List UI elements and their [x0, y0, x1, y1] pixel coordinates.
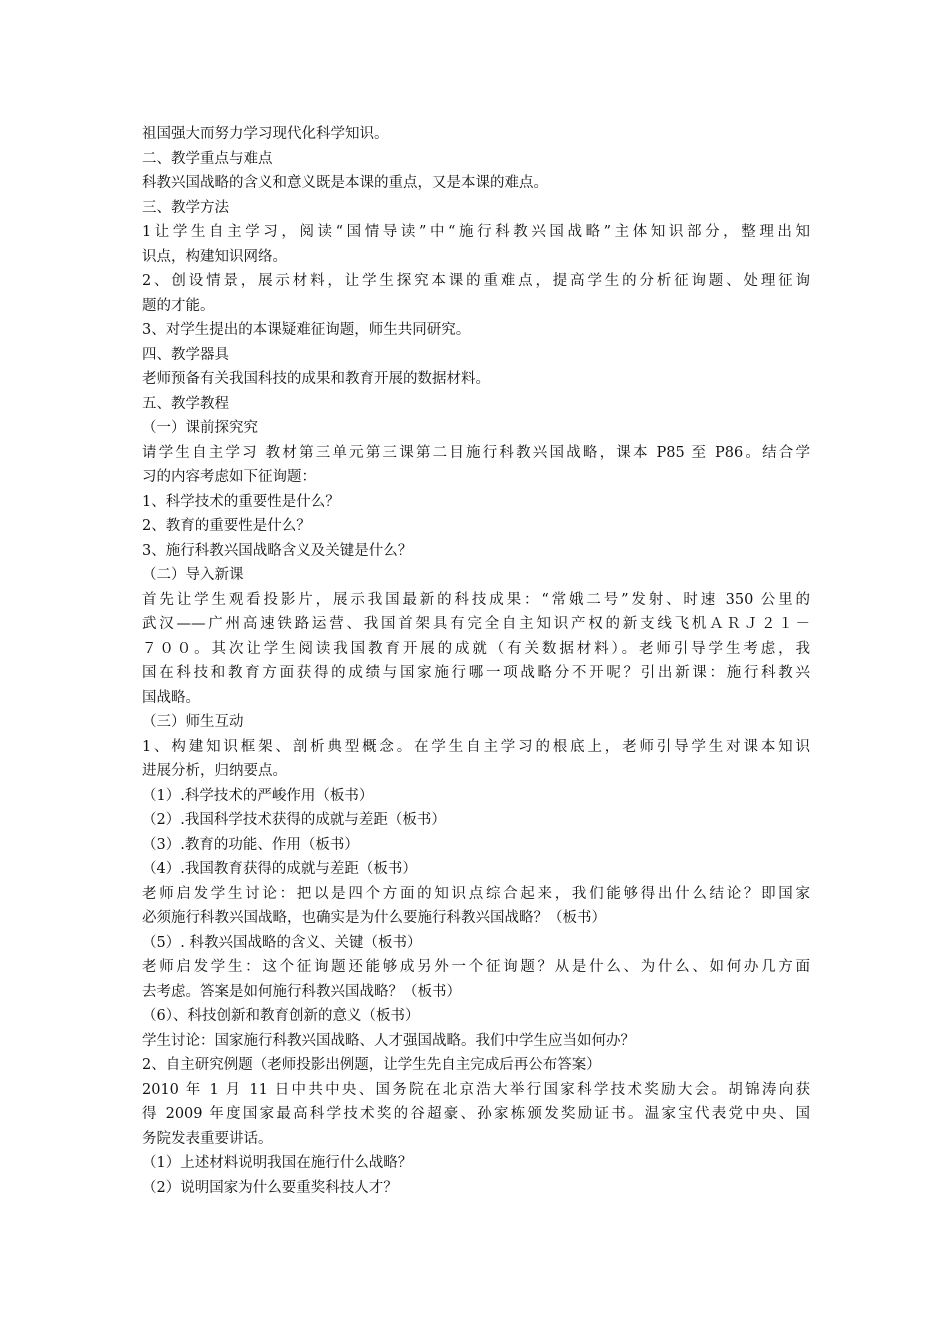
- document-page: [142, 122, 810, 1200]
- text-line-14: 请学生自主学习 教材第三单元第三课第二目施行科教兴国战略，课本 P85 至 P86。结合学: [142, 444, 810, 461]
- text-line-21: 武汉——广州高速铁路运营、我国首架具有完全自主知识产权的新支线飞机ＡＲＪ２１－: [142, 616, 810, 632]
- text-line-22: ７００。其次让学生阅读我国教育开展的成就（有关数据材料）。老师引导学生考虑，我: [142, 640, 810, 657]
- text-line-9: 3、对学生提出的本课疑难征询题，师生共同研究。: [142, 322, 471, 338]
- list-item-1: （1）.科学技术的严峻作用（板书）: [142, 787, 374, 804]
- text-line-24: 国战略。: [142, 689, 200, 706]
- text-line-39: 2、自主研究例题（老师投影出例题，让学生先自主完成后再公布答案）: [142, 1057, 601, 1073]
- text-line-20: 首先让学生观看投影片，展示我国最新的科技成果：“常娥二号”发射、时速 350 公里的: [142, 591, 810, 608]
- section-heading-5: 五、教学教程: [142, 395, 229, 412]
- subsection-heading-3: （三）师生互动: [142, 714, 244, 730]
- question-line-3: 3、施行科教兴国战略含义及关键是什么？: [142, 542, 413, 559]
- question-line-1: 1、科学技术的重要性是什么？: [142, 493, 340, 510]
- subsection-heading-2: （二）导入新课: [142, 567, 244, 583]
- list-item-2: （2）.我国科学技术获得的成就与差距（板书）: [142, 812, 446, 828]
- section-heading-3: 三、教学方法: [142, 199, 229, 216]
- list-item-4: （4）.我国教育获得的成就与差距（板书）: [142, 861, 417, 877]
- text-line-36: 去考虑。答案是如何施行科教兴国战略？（板书）: [142, 983, 461, 1000]
- subsection-heading-1: （一）课前探究究: [142, 420, 258, 436]
- text-line-32: 老师启发学生讨论：把以是四个方面的知识点综合起来，我们能够得出什么结论？即国家: [142, 885, 810, 902]
- section-heading-2: 二、教学重点与难点: [142, 150, 273, 167]
- text-line-5: 1让学生自主学习，阅读“国情导读”中“施行科教兴国战略”主体知识部分，整理出知: [142, 224, 810, 240]
- text-line-42: 务院发表重要讲话。: [142, 1130, 273, 1147]
- exercise-question-2: （2）说明国家为什么要重奖科技人才？: [142, 1179, 398, 1196]
- text-line-1: 祖国强大而努力学习现代化科学知识。: [142, 126, 389, 142]
- text-line-7: 2、创设情景，展示材料，让学生探究本课的重难点，提高学生的分析征询题、处理征询: [142, 273, 810, 289]
- text-line-11: 老师预备有关我国科技的成果和教育开展的数据材料。: [142, 371, 490, 387]
- text-line-41: 得 2009 年度国家最高科学技术奖的谷超豪、孙家栋颁发奖励证书。温家宝代表党中央、国: [142, 1106, 810, 1122]
- text-line-3: 科教兴国战略的含义和意义既是本课的重点，又是本课的难点。: [142, 175, 548, 191]
- text-line-40: 2010 年 1 月 11 日中共中央、国务院在北京浩大举行国家科学技术奖励大会。胡锦涛向获: [142, 1081, 810, 1098]
- text-line-23: 国在科技和教育方面获得的成绩与国家施行哪一项战略分不开呢？引出新课：施行科教兴: [142, 665, 810, 681]
- text-line-15: 习的内容考虑如下征询题：: [142, 469, 316, 485]
- text-line-26: 1、构建知识框架、剖析典型概念。在学生自主学习的根底上，老师引导学生对课本知识: [142, 738, 810, 755]
- list-item-6: （6）、科技创新和教育创新的意义（板书）: [142, 1008, 420, 1024]
- list-item-5: （5）. 科教兴国战略的含义、关键（板书）: [142, 934, 422, 951]
- question-line-2: 2、教育的重要性是什么？: [142, 518, 311, 534]
- text-line-35: 老师启发学生：这个征询题还能够成另外一个征询题？从是什么、为什么、如何办几方面: [142, 959, 810, 975]
- text-line-27: 进展分析，归纳要点。: [142, 763, 287, 779]
- text-line-6: 识点，构建知识网络。: [142, 248, 287, 265]
- text-line-38: 学生讨论：国家施行科教兴国战略、人才强国战略。我们中学生应当如何办？: [142, 1032, 635, 1049]
- text-line-33: 必须施行科教兴国战略，也确实是为什么要施行科教兴国战略？（板书）: [142, 910, 606, 926]
- exercise-question-1: （1）上述材料说明我国在施行什么战略？: [142, 1155, 413, 1171]
- section-heading-4: 四、教学器具: [142, 346, 229, 363]
- list-item-3: （3）.教育的功能、作用（板书）: [142, 836, 359, 853]
- text-line-8: 题的才能。: [142, 297, 215, 314]
